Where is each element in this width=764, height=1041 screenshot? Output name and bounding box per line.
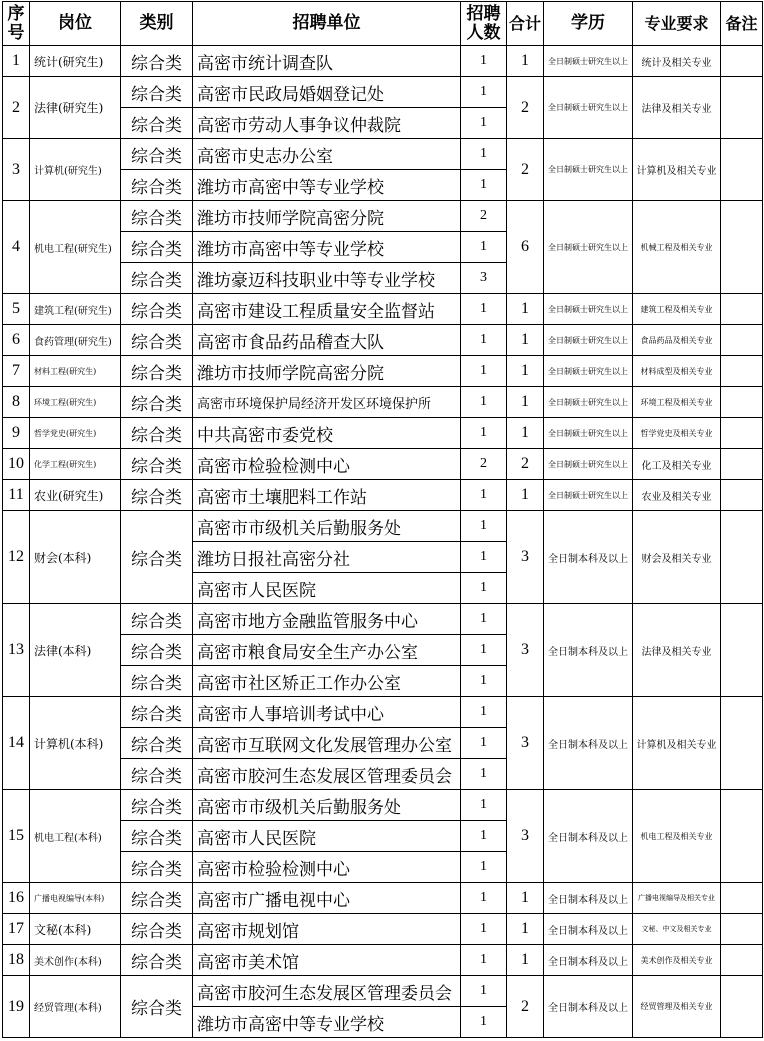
row-number: 10 bbox=[3, 449, 30, 480]
category: 综合类 bbox=[121, 604, 193, 635]
remark bbox=[721, 945, 763, 976]
row-number: 2 bbox=[3, 77, 30, 139]
row-number: 1 bbox=[3, 46, 30, 77]
header-post: 岗位 bbox=[30, 2, 121, 46]
category: 综合类 bbox=[121, 294, 193, 325]
major-requirement: 美术创作及相关专业 bbox=[633, 945, 721, 976]
hire-count: 1 bbox=[461, 635, 507, 666]
total-count: 1 bbox=[507, 46, 544, 77]
hiring-unit: 高密市市级机关后勤服务处 bbox=[193, 790, 461, 821]
header-no: 序号 bbox=[3, 2, 30, 46]
major-requirement: 农业及相关专业 bbox=[633, 480, 721, 511]
header-major: 专业要求 bbox=[633, 2, 721, 46]
hiring-unit: 高密市劳动人事争议仲裁院 bbox=[193, 108, 461, 139]
hiring-unit: 高密市食品药品稽查大队 bbox=[193, 325, 461, 356]
remark bbox=[721, 790, 763, 883]
hire-count: 1 bbox=[461, 945, 507, 976]
remark bbox=[721, 139, 763, 201]
category: 综合类 bbox=[121, 232, 193, 263]
row-number: 15 bbox=[3, 790, 30, 883]
hire-count: 1 bbox=[461, 46, 507, 77]
category: 综合类 bbox=[121, 821, 193, 852]
category: 综合类 bbox=[121, 697, 193, 728]
remark bbox=[721, 480, 763, 511]
major-requirement: 法律及相关专业 bbox=[633, 77, 721, 139]
post-name: 化学工程(研究生) bbox=[30, 449, 121, 480]
total-count: 1 bbox=[507, 325, 544, 356]
major-requirement: 材料成型及相关专业 bbox=[633, 356, 721, 387]
post-name: 统计(研究生) bbox=[30, 46, 121, 77]
total-count: 2 bbox=[507, 976, 544, 1038]
category: 综合类 bbox=[121, 666, 193, 697]
header-total: 合计 bbox=[507, 2, 544, 46]
table-row bbox=[3, 883, 763, 914]
education-requirement: 全日制本科及以上 bbox=[544, 883, 633, 914]
table-row bbox=[3, 511, 763, 542]
hire-count: 1 bbox=[461, 821, 507, 852]
category: 综合类 bbox=[121, 418, 193, 449]
post-name: 环境工程(研究生) bbox=[30, 387, 121, 418]
row-number: 19 bbox=[3, 976, 30, 1038]
category: 综合类 bbox=[121, 914, 193, 945]
total-count: 1 bbox=[507, 883, 544, 914]
remark bbox=[721, 604, 763, 697]
hiring-unit: 潍坊市高密中等专业学校 bbox=[193, 1007, 461, 1038]
education-requirement: 全日制本科及以上 bbox=[544, 511, 633, 604]
hire-count: 1 bbox=[461, 294, 507, 325]
total-count: 1 bbox=[507, 387, 544, 418]
category: 综合类 bbox=[121, 46, 193, 77]
post-name: 美术创作(本科) bbox=[30, 945, 121, 976]
row-number: 7 bbox=[3, 356, 30, 387]
remark bbox=[721, 449, 763, 480]
education-requirement: 全日制硕士研究生以上 bbox=[544, 387, 633, 418]
education-requirement: 全日制本科及以上 bbox=[544, 945, 633, 976]
hiring-unit: 高密市民政局婚姻登记处 bbox=[193, 77, 461, 108]
major-requirement: 机电工程及相关专业 bbox=[633, 790, 721, 883]
hire-count: 1 bbox=[461, 108, 507, 139]
hiring-unit: 高密市人民医院 bbox=[193, 573, 461, 604]
table-body bbox=[3, 46, 763, 1038]
row-number: 14 bbox=[3, 697, 30, 790]
post-name: 计算机(本科) bbox=[30, 697, 121, 790]
hiring-unit: 高密市地方金融监管服务中心 bbox=[193, 604, 461, 635]
total-count: 3 bbox=[507, 604, 544, 697]
post-name: 法律(研究生) bbox=[30, 77, 121, 139]
row-number: 13 bbox=[3, 604, 30, 697]
total-count: 1 bbox=[507, 418, 544, 449]
hiring-unit: 高密市建设工程质量安全监督站 bbox=[193, 294, 461, 325]
row-number: 6 bbox=[3, 325, 30, 356]
major-requirement: 文秘、中文及相关专业 bbox=[633, 914, 721, 945]
hire-count: 1 bbox=[461, 883, 507, 914]
major-requirement: 机械工程及相关专业 bbox=[633, 201, 721, 294]
major-requirement: 计算机及相关专业 bbox=[633, 139, 721, 201]
category: 综合类 bbox=[121, 635, 193, 666]
hiring-unit: 高密市胶河生态发展区管理委员会 bbox=[193, 759, 461, 790]
category: 综合类 bbox=[121, 511, 193, 604]
row-number: 5 bbox=[3, 294, 30, 325]
table-row bbox=[3, 449, 763, 480]
post-name: 材料工程(研究生) bbox=[30, 356, 121, 387]
table-row bbox=[3, 976, 763, 1007]
hiring-unit: 高密市人事培训考试中心 bbox=[193, 697, 461, 728]
remark bbox=[721, 46, 763, 77]
table-row bbox=[3, 356, 763, 387]
header-education: 学历 bbox=[544, 2, 633, 46]
remark bbox=[721, 77, 763, 139]
major-requirement: 食品药品及相关专业 bbox=[633, 325, 721, 356]
table-row bbox=[3, 387, 763, 418]
hiring-unit: 高密市胶河生态发展区管理委员会 bbox=[193, 976, 461, 1007]
total-count: 2 bbox=[507, 77, 544, 139]
category: 综合类 bbox=[121, 449, 193, 480]
total-count: 1 bbox=[507, 945, 544, 976]
post-name: 机电工程(研究生) bbox=[30, 201, 121, 294]
category: 综合类 bbox=[121, 790, 193, 821]
row-number: 11 bbox=[3, 480, 30, 511]
post-name: 法律(本科) bbox=[30, 604, 121, 697]
row-number: 18 bbox=[3, 945, 30, 976]
post-name: 财会(本科) bbox=[30, 511, 121, 604]
row-number: 4 bbox=[3, 201, 30, 294]
hire-count: 1 bbox=[461, 728, 507, 759]
remark bbox=[721, 914, 763, 945]
remark bbox=[721, 387, 763, 418]
post-name: 文秘(本科) bbox=[30, 914, 121, 945]
hire-count: 1 bbox=[461, 1007, 507, 1038]
total-count: 1 bbox=[507, 480, 544, 511]
category: 综合类 bbox=[121, 108, 193, 139]
hire-count: 1 bbox=[461, 542, 507, 573]
category: 综合类 bbox=[121, 945, 193, 976]
education-requirement: 全日制硕士研究生以上 bbox=[544, 46, 633, 77]
total-count: 1 bbox=[507, 294, 544, 325]
hiring-unit: 高密市统计调查队 bbox=[193, 46, 461, 77]
total-count: 1 bbox=[507, 914, 544, 945]
category: 综合类 bbox=[121, 139, 193, 170]
category: 综合类 bbox=[121, 852, 193, 883]
hiring-unit: 高密市规划馆 bbox=[193, 914, 461, 945]
education-requirement: 全日制硕士研究生以上 bbox=[544, 294, 633, 325]
category: 综合类 bbox=[121, 883, 193, 914]
category: 综合类 bbox=[121, 759, 193, 790]
remark bbox=[721, 356, 763, 387]
post-name: 计算机(研究生) bbox=[30, 139, 121, 201]
remark bbox=[721, 294, 763, 325]
header-count: 招聘人数 bbox=[461, 2, 507, 46]
hiring-unit: 潍坊市技师学院高密分院 bbox=[193, 356, 461, 387]
category: 综合类 bbox=[121, 356, 193, 387]
table-row bbox=[3, 945, 763, 976]
category: 综合类 bbox=[121, 77, 193, 108]
category: 综合类 bbox=[121, 480, 193, 511]
education-requirement: 全日制硕士研究生以上 bbox=[544, 418, 633, 449]
row-number: 3 bbox=[3, 139, 30, 201]
education-requirement: 全日制硕士研究生以上 bbox=[544, 480, 633, 511]
total-count: 3 bbox=[507, 511, 544, 604]
hiring-unit: 高密市社区矫正工作办公室 bbox=[193, 666, 461, 697]
category: 综合类 bbox=[121, 387, 193, 418]
hire-count: 1 bbox=[461, 232, 507, 263]
remark bbox=[721, 418, 763, 449]
header-category: 类别 bbox=[121, 2, 193, 46]
table-row bbox=[3, 46, 763, 77]
hire-count: 1 bbox=[461, 604, 507, 635]
category: 综合类 bbox=[121, 170, 193, 201]
hire-count: 1 bbox=[461, 387, 507, 418]
hire-count: 1 bbox=[461, 480, 507, 511]
post-name: 机电工程(本科) bbox=[30, 790, 121, 883]
education-requirement: 全日制本科及以上 bbox=[544, 697, 633, 790]
post-name: 经贸管理(本科) bbox=[30, 976, 121, 1038]
total-count: 6 bbox=[507, 201, 544, 294]
total-count: 2 bbox=[507, 449, 544, 480]
hire-count: 3 bbox=[461, 263, 507, 294]
hire-count: 1 bbox=[461, 418, 507, 449]
header-remark: 备注 bbox=[721, 2, 763, 46]
hire-count: 1 bbox=[461, 914, 507, 945]
education-requirement: 全日制硕士研究生以上 bbox=[544, 356, 633, 387]
major-requirement: 法律及相关专业 bbox=[633, 604, 721, 697]
hiring-unit: 潍坊市高密中等专业学校 bbox=[193, 170, 461, 201]
hiring-unit: 高密市粮食局安全生产办公室 bbox=[193, 635, 461, 666]
row-number: 16 bbox=[3, 883, 30, 914]
hire-count: 1 bbox=[461, 139, 507, 170]
major-requirement: 计算机及相关专业 bbox=[633, 697, 721, 790]
total-count: 2 bbox=[507, 139, 544, 201]
major-requirement: 统计及相关专业 bbox=[633, 46, 721, 77]
hiring-unit: 潍坊市技师学院高密分院 bbox=[193, 201, 461, 232]
hire-count: 1 bbox=[461, 976, 507, 1007]
table-row bbox=[3, 790, 763, 821]
hiring-unit: 中共高密市委党校 bbox=[193, 418, 461, 449]
hiring-unit: 潍坊市高密中等专业学校 bbox=[193, 232, 461, 263]
row-number: 8 bbox=[3, 387, 30, 418]
hire-count: 1 bbox=[461, 697, 507, 728]
hire-count: 1 bbox=[461, 325, 507, 356]
hire-count: 1 bbox=[461, 573, 507, 604]
hiring-unit: 高密市环境保护局经济开发区环境保护所 bbox=[193, 387, 461, 418]
post-name: 建筑工程(研究生) bbox=[30, 294, 121, 325]
hiring-unit: 高密市检验检测中心 bbox=[193, 449, 461, 480]
hire-count: 1 bbox=[461, 170, 507, 201]
hire-count: 2 bbox=[461, 201, 507, 232]
hiring-unit: 高密市互联网文化发展管理办公室 bbox=[193, 728, 461, 759]
hire-count: 1 bbox=[461, 356, 507, 387]
major-requirement: 广播电视编导及相关专业 bbox=[633, 883, 721, 914]
education-requirement: 全日制本科及以上 bbox=[544, 790, 633, 883]
post-name: 哲学党史(研究生) bbox=[30, 418, 121, 449]
recruitment-table bbox=[2, 1, 763, 1038]
remark bbox=[721, 201, 763, 294]
remark bbox=[721, 976, 763, 1038]
post-name: 广播电视编导(本科) bbox=[30, 883, 121, 914]
hiring-unit: 高密市广播电视中心 bbox=[193, 883, 461, 914]
major-requirement: 财会及相关专业 bbox=[633, 511, 721, 604]
hiring-unit: 高密市土壤肥料工作站 bbox=[193, 480, 461, 511]
major-requirement: 环境工程及相关专业 bbox=[633, 387, 721, 418]
post-name: 农业(研究生) bbox=[30, 480, 121, 511]
total-count: 3 bbox=[507, 697, 544, 790]
table-row bbox=[3, 604, 763, 635]
hire-count: 1 bbox=[461, 852, 507, 883]
category: 综合类 bbox=[121, 263, 193, 294]
table-row bbox=[3, 480, 763, 511]
hiring-unit: 高密市人民医院 bbox=[193, 821, 461, 852]
major-requirement: 哲学党史及相关专业 bbox=[633, 418, 721, 449]
table-row bbox=[3, 201, 763, 232]
education-requirement: 全日制本科及以上 bbox=[544, 604, 633, 697]
remark bbox=[721, 325, 763, 356]
post-name: 食药管理(研究生) bbox=[30, 325, 121, 356]
table-row bbox=[3, 77, 763, 108]
hire-count: 1 bbox=[461, 790, 507, 821]
category: 综合类 bbox=[121, 325, 193, 356]
total-count: 3 bbox=[507, 790, 544, 883]
remark bbox=[721, 511, 763, 604]
major-requirement: 化工及相关专业 bbox=[633, 449, 721, 480]
hire-count: 1 bbox=[461, 666, 507, 697]
hiring-unit: 高密市美术馆 bbox=[193, 945, 461, 976]
hiring-unit: 高密市市级机关后勤服务处 bbox=[193, 511, 461, 542]
education-requirement: 全日制硕士研究生以上 bbox=[544, 201, 633, 294]
header-unit: 招聘单位 bbox=[193, 2, 461, 46]
hiring-unit: 高密市检验检测中心 bbox=[193, 852, 461, 883]
hiring-unit: 高密市史志办公室 bbox=[193, 139, 461, 170]
education-requirement: 全日制本科及以上 bbox=[544, 976, 633, 1038]
major-requirement: 建筑工程及相关专业 bbox=[633, 294, 721, 325]
hire-count: 1 bbox=[461, 759, 507, 790]
table-row bbox=[3, 914, 763, 945]
table-row bbox=[3, 418, 763, 449]
education-requirement: 全日制硕士研究生以上 bbox=[544, 77, 633, 139]
education-requirement: 全日制本科及以上 bbox=[544, 914, 633, 945]
education-requirement: 全日制硕士研究生以上 bbox=[544, 325, 633, 356]
remark bbox=[721, 883, 763, 914]
education-requirement: 全日制硕士研究生以上 bbox=[544, 449, 633, 480]
row-number: 12 bbox=[3, 511, 30, 604]
education-requirement: 全日制硕士研究生以上 bbox=[544, 139, 633, 201]
row-number: 17 bbox=[3, 914, 30, 945]
row-number: 9 bbox=[3, 418, 30, 449]
table-row bbox=[3, 697, 763, 728]
hire-count: 1 bbox=[461, 511, 507, 542]
hiring-unit: 潍坊日报社高密分社 bbox=[193, 542, 461, 573]
hire-count: 2 bbox=[461, 449, 507, 480]
total-count: 1 bbox=[507, 356, 544, 387]
remark bbox=[721, 697, 763, 790]
table-row bbox=[3, 294, 763, 325]
category: 综合类 bbox=[121, 728, 193, 759]
category: 综合类 bbox=[121, 976, 193, 1038]
table-row bbox=[3, 325, 763, 356]
table-row bbox=[3, 139, 763, 170]
header-row bbox=[3, 2, 763, 46]
hiring-unit: 潍坊豪迈科技职业中等专业学校 bbox=[193, 263, 461, 294]
hire-count: 1 bbox=[461, 77, 507, 108]
major-requirement: 经贸管理及相关专业 bbox=[633, 976, 721, 1038]
category: 综合类 bbox=[121, 201, 193, 232]
